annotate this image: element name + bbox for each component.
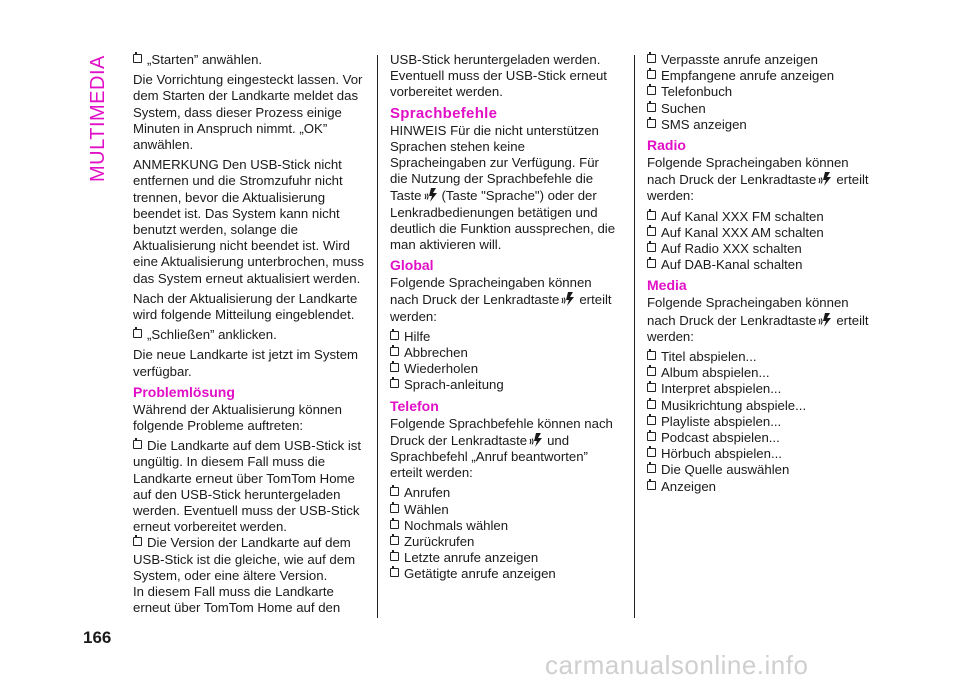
list-item: Anrufen [390, 485, 620, 501]
checkbox-bullet-icon [647, 448, 656, 457]
checkbox-bullet-icon [133, 54, 142, 63]
heading-telefon: Telefon [390, 397, 439, 414]
list-item: Wählen [390, 502, 620, 518]
column-1 [133, 52, 365, 621]
checkbox-bullet-icon [390, 568, 399, 577]
checkbox-bullet-icon [390, 487, 399, 496]
checkbox-bullet-icon [647, 211, 656, 220]
voice-command-icon [424, 187, 440, 203]
checkbox-bullet-icon [647, 119, 656, 128]
heading-problemloesung: Problemlösung [133, 383, 235, 400]
list-item: Auf Kanal XXX FM schalten [647, 209, 877, 225]
checkbox-bullet-icon [390, 504, 399, 513]
telefon-list [390, 485, 620, 582]
paragraph: Folgende Spracheingaben können nach Druck der Lenkradtaste erteilt werden: [390, 275, 612, 324]
paragraph: Nach der Aktualisierung der Landkarte wird folgende Mitteilung eingeblendet. [133, 290, 358, 323]
list-item: „Starten” anwählen. [133, 52, 365, 68]
checkbox-bullet-icon [647, 86, 656, 95]
checkbox-bullet-icon [133, 329, 142, 338]
checkbox-bullet-icon [647, 464, 656, 473]
list-item: Hörbuch abspielen... [647, 446, 877, 462]
list-item: Anzeigen [647, 479, 877, 495]
checkbox-bullet-icon [647, 70, 656, 79]
checkbox-bullet-icon [647, 383, 656, 392]
voice-command-icon [818, 171, 834, 187]
list-item: Empfangene anrufe anzeigen [647, 68, 877, 84]
checkbox-bullet-icon [647, 351, 656, 360]
list-item: Nochmals wählen [390, 518, 620, 534]
list-item: Auf Kanal XXX AM schalten [647, 225, 877, 241]
list-item: Wiederholen [390, 361, 620, 377]
checkbox-bullet-icon [647, 400, 656, 409]
list-item: Abbrechen [390, 345, 620, 361]
paragraph: Während der Aktualisierung können folgende Probleme auftreten: [133, 401, 342, 434]
checkbox-bullet-icon [390, 363, 399, 372]
list-item: Verpasste anrufe anzeigen [647, 52, 877, 68]
column-3 [647, 52, 877, 495]
checkbox-bullet-icon [133, 440, 142, 449]
list-item: Auf DAB-Kanal schalten [647, 257, 877, 273]
media-list [647, 349, 877, 495]
column-divider [634, 55, 635, 618]
paragraph: HINWEIS Für die nicht unterstützen Sprachen stehen keine Spracheingaben zur Verfügung. Für die Nutzung der Sprachbefehle die Taste (Taste "Sprache") oder der Lenkradbedienungen betätigen und deutlich die Funktion aussprechen, die man aktivieren will. [390, 122, 616, 253]
checkbox-bullet-icon [390, 552, 399, 561]
list-item: Zurückrufen [390, 534, 620, 550]
list-item: Musikrichtung abspiele... [647, 398, 877, 414]
voice-command-icon [529, 432, 545, 448]
heading-sprachbefehle: Sprachbefehle [390, 104, 498, 122]
list-item: Letzte anrufe anzeigen [390, 550, 620, 566]
list-item: Die Quelle auswählen [647, 462, 877, 478]
paragraph: Die Vorrichtung eingesteckt lassen. Vor dem Starten der Landkarte meldet das System, dass dieser Prozess einige Minuten in Anspruch nimmt. „OK” anwählen. [133, 72, 363, 153]
paragraph: In diesem Fall muss die Landkarte erneut über TomTom Home auf den [133, 584, 341, 616]
list-item: Suchen [647, 101, 877, 117]
page-number: 166 [83, 628, 112, 647]
checkbox-bullet-icon [647, 227, 656, 236]
watermark: carmanualsonline.info [545, 650, 809, 680]
list-item: Getätigte anrufe anzeigen [390, 566, 620, 582]
list-item: Auf Radio XXX schalten [647, 241, 877, 257]
checkbox-bullet-icon [647, 416, 656, 425]
checkbox-bullet-icon [390, 347, 399, 356]
global-list [390, 329, 620, 394]
heading-media: Media [647, 277, 687, 294]
checkbox-bullet-icon [133, 537, 142, 546]
list-item: Telefonbuch [647, 84, 877, 100]
paragraph: Folgende Spracheingaben können nach Druck der Lenkradtaste erteilt werden: [647, 295, 869, 344]
heading-global: Global [390, 257, 434, 274]
list-item: Interpret abspielen... [647, 381, 877, 397]
section-title: MULTIMEDIA [87, 55, 109, 182]
checkbox-bullet-icon [647, 103, 656, 112]
list-item: Playliste abspielen... [647, 414, 877, 430]
checkbox-bullet-icon [647, 481, 656, 490]
list-item: Titel abspielen... [647, 349, 877, 365]
checkbox-bullet-icon [390, 536, 399, 545]
telefon-list-continued [647, 52, 877, 133]
checkbox-bullet-icon [647, 432, 656, 441]
paragraph: Folgende Sprachbefehle können nach Druck der Lenkradtaste und Sprachbefehl „Anruf beantworten” erteilt werden: [390, 415, 613, 481]
checkbox-bullet-icon [647, 54, 656, 63]
list-item: Hilfe [390, 329, 620, 345]
paragraph: Folgende Spracheingaben können nach Druck der Lenkradtaste erteilt werden: [647, 155, 869, 204]
list-item: Sprach-anleitung [390, 377, 620, 393]
list-item: Die Version der Landkarte auf dem USB-Stick ist die gleiche, wie auf dem System, oder eine ältere Version. [133, 535, 356, 583]
list-item: Die Landkarte auf dem USB-Stick ist ungültig. In diesem Fall muss die Landkarte erneut über TomTom Home auf den USB-Stick heruntergeladen werden. Eventuell muss der USB-Stick erneut vorbereitet werden. [133, 438, 362, 535]
paragraph: USB-Stick heruntergeladen werden. Eventuell muss der USB-Stick erneut vorbereitet werden. [390, 52, 607, 100]
checkbox-bullet-icon [390, 520, 399, 529]
column-2 [390, 52, 620, 583]
list-item: Podcast abspielen... [647, 430, 877, 446]
heading-radio: Radio [647, 137, 686, 154]
checkbox-bullet-icon [390, 331, 399, 340]
radio-list [647, 209, 877, 274]
checkbox-bullet-icon [647, 243, 656, 252]
paragraph: ANMERKUNG Den USB-Stick nicht entfernen und die Stromzufuhr nicht trennen, bevor die Aktualisierung beendet ist. Das System kann nicht benutzt werden, solange die Aktualisierung nicht beendet ist. Wird eine Aktualisierung unterbrochen, muss das System erneut aktualisiert werden. [133, 157, 364, 286]
column-divider [377, 55, 378, 618]
voice-command-icon [561, 291, 577, 307]
list-item: SMS anzeigen [647, 117, 877, 133]
paragraph: Die neue Landkarte ist jetzt im System verfügbar. [133, 347, 359, 379]
list-item: Album abspielen... [647, 365, 877, 381]
checkbox-bullet-icon [647, 259, 656, 268]
list-item: „Schließen” anklicken. [133, 327, 365, 343]
checkbox-bullet-icon [647, 367, 656, 376]
voice-command-icon [818, 312, 834, 328]
checkbox-bullet-icon [390, 379, 399, 388]
